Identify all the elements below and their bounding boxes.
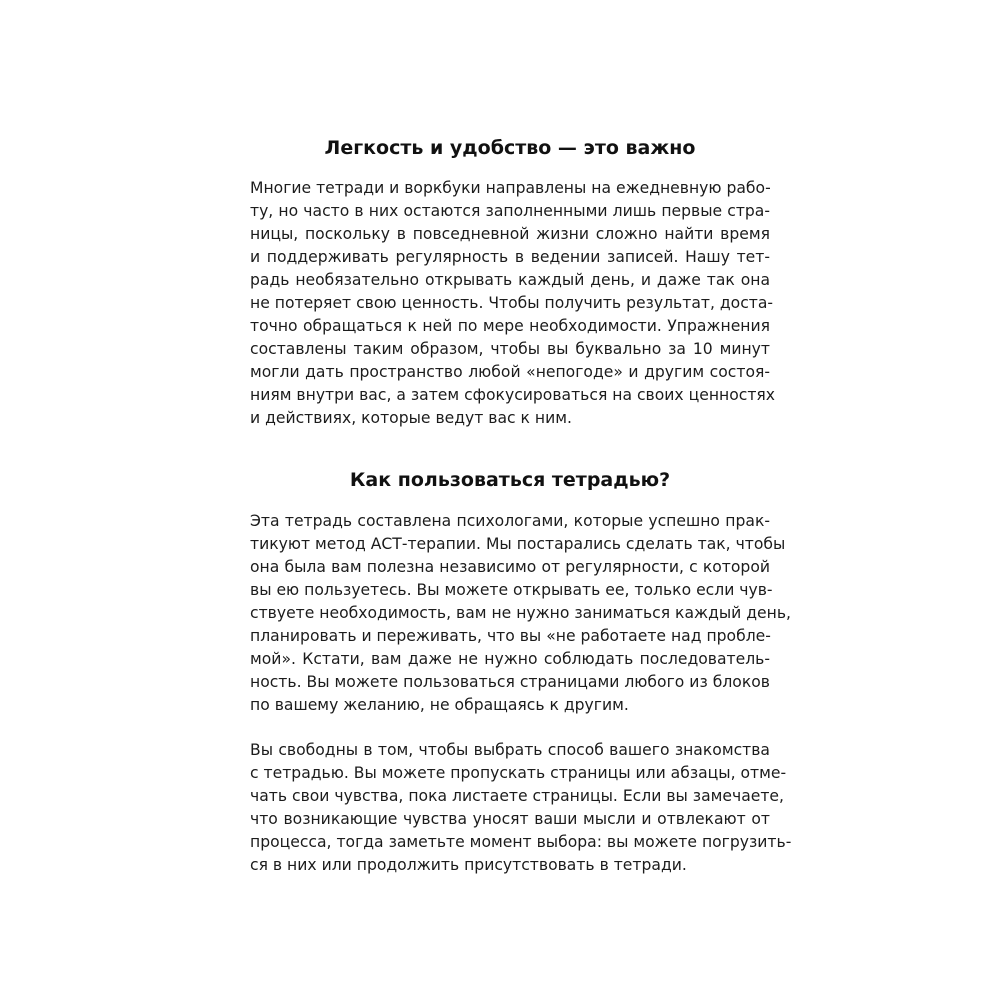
text-line: Многие тетради и воркбуки направлены на ежедневную рабо- [250,179,771,197]
text-line: и поддерживать регулярность в ведении записей. Нашу тет- [250,248,770,266]
body-paragraph [250,510,791,717]
text-line: ниям внутри вас, а затем сфокусироваться на своих ценностях [250,386,776,404]
text-line: ся в них или продолжить присутствовать в тетради. [250,856,687,874]
text-line: составлены таким образом, чтобы вы буквально за 10 минут [250,340,770,358]
text-line: радь необязательно открывать каждый день, и даже так она [250,271,770,289]
text-line: могли дать пространство любой «непогоде» и другим состоя- [250,363,770,381]
body-paragraph [250,177,776,430]
text-line: тикуют метод АСТ-терапии. Мы постарались сделать так, чтобы [250,535,786,553]
text-line: ту, но часто в них остаются заполненными лишь первые стра- [250,202,770,220]
text-line: вы ею пользуетесь. Вы можете открывать ее, только если чув- [250,581,773,599]
text-line: ницы, поскольку в повседневной жизни сложно найти время [250,225,770,243]
text-line: она была вам полезна независимо от регулярности, с которой [250,558,770,576]
text-line: с тетрадью. Вы можете пропускать страницы или абзацы, отме- [250,764,787,782]
body-paragraph [250,739,792,877]
page-content [250,134,792,877]
text-line: что возникающие чувства уносят ваши мысли и отвлекают от [250,810,770,828]
text-line: Эта тетрадь составлена психологами, которые успешно прак- [250,512,770,530]
text-line: не потеряет свою ценность. Чтобы получить результат, доста- [250,294,774,312]
text-line: точно обращаться к ней по мере необходимости. Упражнения [250,317,770,335]
text-line: планировать и переживать, что вы «не работаете над пробле- [250,627,771,645]
section-heading: Легкость и удобство — это важно [324,137,696,159]
text-line: по вашему желанию, не обращаясь к другим. [250,696,629,714]
text-line: и действиях, которые ведут вас к ним. [250,409,572,427]
section-ease-and-convenience [250,134,776,430]
text-line: Вы свободны в том, чтобы выбрать способ вашего знакомства [250,741,770,759]
text-line: ность. Вы можете пользоваться страницами любого из блоков [250,673,770,691]
text-line: мой». Кстати, вам даже не нужно соблюдать последователь- [250,650,770,668]
text-line: чать свои чувства, пока листаете страницы. Если вы замечаете, [250,787,784,805]
text-line: процесса, тогда заметьте момент выбора: вы можете погрузить- [250,833,792,851]
section-heading: Как пользоваться тетрадью? [349,469,671,491]
section-how-to-use [250,466,792,877]
text-line: ствуете необходимость, вам не нужно заниматься каждый день, [250,604,791,622]
